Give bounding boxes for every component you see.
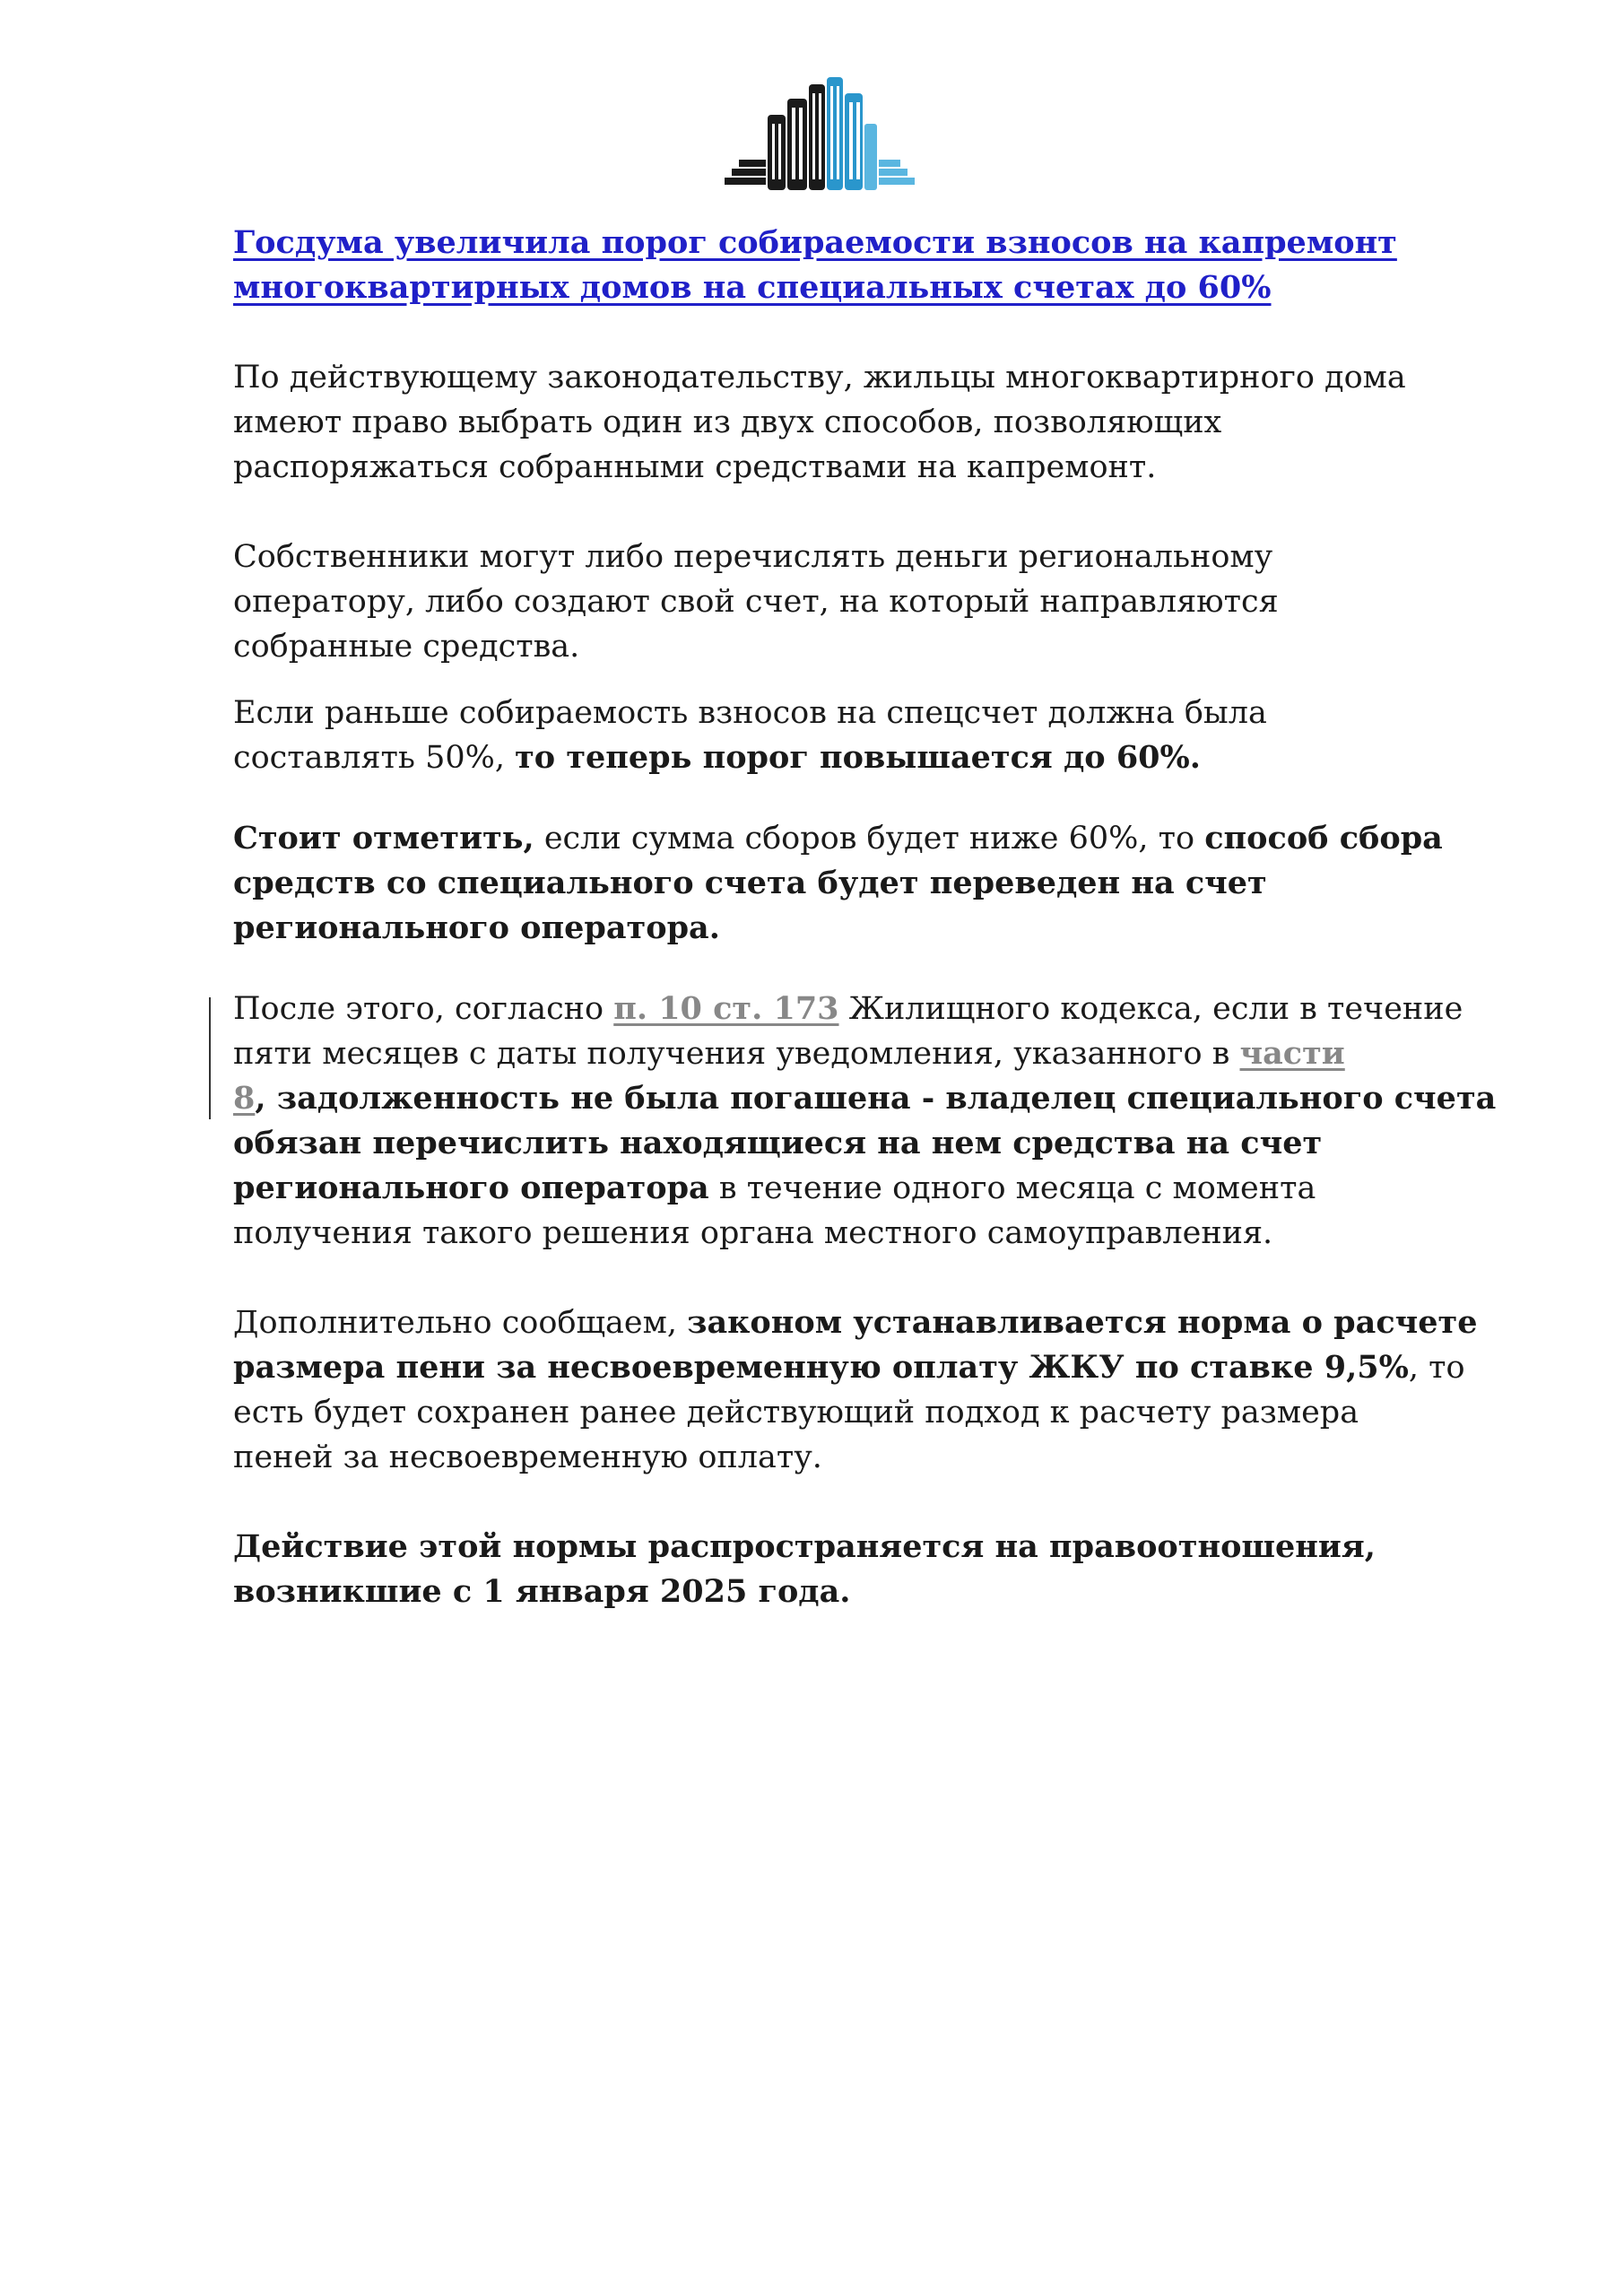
paragraph-threshold: Если раньше собираемость взносов на спецсчет должна была составлять 50%, то теперь порог повышается до 60%. (233, 695, 1267, 776)
change-bar (209, 997, 211, 1119)
paragraph-owners: Собственники могут либо перечислять деньги региональному оператору, либо создают свой счет, на который направляются собранные средства. (233, 539, 1279, 665)
paragraph-effective-date: Действие этой нормы распространяется на правоотношения, возникшие с 1 января 2025 года. (233, 1528, 1376, 1610)
city-buildings-icon (725, 77, 915, 194)
title-line-2[interactable]: многоквартирных домов на специальных счетах до 60% (233, 269, 1272, 306)
paragraph-penalty: Дополнительно сообщаем, законом устанавливается норма о расчете размера пени за несвоевременную оплату ЖКУ по ставке 9,5%, то есть будет сохранен ранее действующий подход к расчету размера пеней за несвоевременную оплату. (233, 1304, 1478, 1475)
article (233, 221, 1507, 1614)
paragraph-legislation: По действующему законодательству, жильцы многоквартирного дома имеют право выбрать один из двух способов, позволяющих распоряжаться собранными средствами на капремонт. (233, 360, 1406, 485)
link-p10-st173[interactable]: п. 10 ст. 173 (613, 990, 839, 1027)
title-line-1[interactable]: Госдума увеличила порог собираемости взносов на капремонт (233, 224, 1397, 261)
link-part-8-number[interactable]: 8 (233, 1080, 256, 1117)
paragraph-note: Стоит отметить, если сумма сборов будет ниже 60%, то способ сбора средств со специального счета будет переведен на счет регионального оператора. (233, 820, 1443, 946)
paragraph-housing-code: После этого, согласно п. 10 ст. 173 Жилищного кодекса, если в течение пяти месяцев с даты получения уведомления, указанного в части 8, задолженность не была погашена - владелец специального счета обязан перечислить находящиеся на нем средства на счет регионального оператора в течение одного месяца с момента получения такого решения органа местного самоуправления. (233, 987, 1507, 1256)
link-part-8[interactable]: части (1239, 1035, 1345, 1072)
article-title-link[interactable] (233, 221, 1507, 310)
